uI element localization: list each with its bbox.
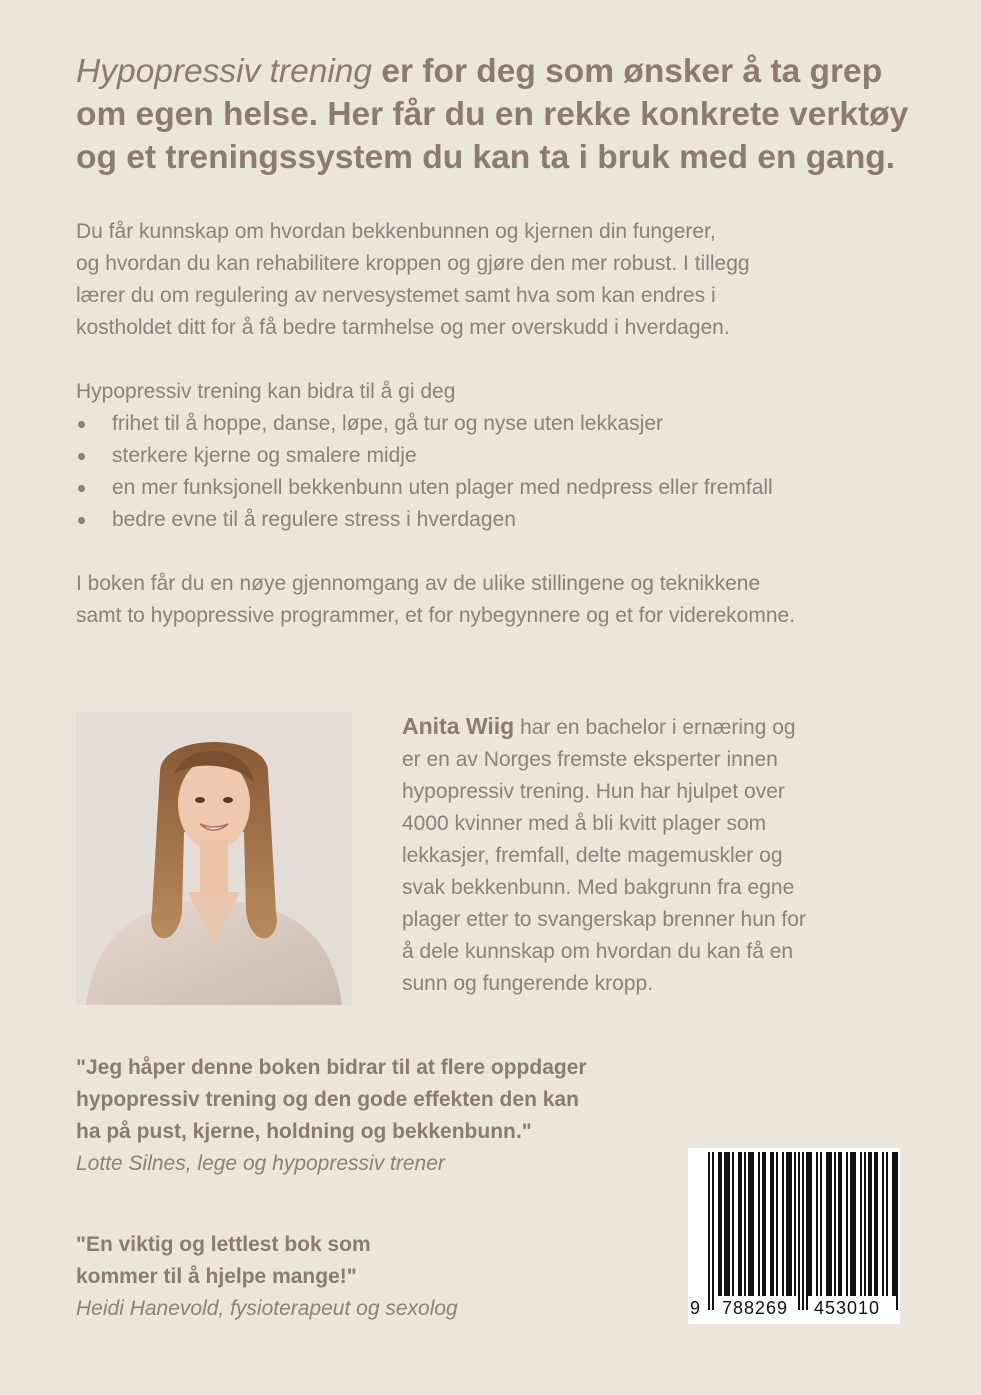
- barcode-bar: [776, 1152, 778, 1296]
- isbn-group-3: 453010: [814, 1298, 881, 1318]
- quote-text: [76, 1229, 458, 1293]
- quote-2: [76, 1229, 458, 1325]
- barcode-bar: [758, 1152, 760, 1296]
- intro-line: og hvordan du kan rehabilitere kroppen og gjøre den mer robust. I tillegg: [76, 252, 750, 275]
- book-line: samt to hypopressive programmer, et for nybegynnere og et for viderekomne.: [76, 604, 796, 627]
- benefit-item: en mer funksjonell bekkenbunn uten plager med nedpress eller fremfall: [76, 472, 773, 504]
- barcode-bar: [860, 1152, 862, 1296]
- quote-line: "Jeg håper denne boken bidrar til at flere oppdager: [76, 1056, 587, 1079]
- barcode-bar: [802, 1152, 804, 1310]
- bio-line: hypopressiv trening. Hun har hjulpet over: [402, 780, 785, 803]
- quote-attribution: Lotte Silnes, lege og hypopressiv trener: [76, 1152, 445, 1175]
- author-photo: [76, 712, 352, 1005]
- barcode-bar: [770, 1152, 772, 1296]
- barcode-bar: [868, 1152, 870, 1296]
- barcode-bar: [790, 1152, 792, 1296]
- intro-line: kostholdet ditt for å få bedre tarmhelse og mer overskudd i hverdagen.: [76, 316, 730, 339]
- book-paragraph: [76, 568, 936, 632]
- barcode-bar: [772, 1152, 774, 1296]
- barcode-bar: [882, 1152, 884, 1296]
- barcode-bar: [892, 1152, 894, 1296]
- barcode-bar: [886, 1152, 888, 1296]
- bio-line: sunn og fungerende kropp.: [402, 972, 654, 995]
- barcode-bar: [748, 1152, 750, 1296]
- bio-first-line: [402, 710, 902, 744]
- barcode-bar: [864, 1152, 866, 1296]
- quote-line: ha på pust, kjerne, holdning og bekkenbunn.": [76, 1120, 532, 1143]
- bio-line: plager etter to svangerskap brenner hun for: [402, 908, 806, 931]
- barcode-bar: [728, 1152, 730, 1296]
- barcode-bar: [750, 1152, 752, 1296]
- author-name: Anita Wiig: [402, 713, 515, 739]
- bio-line: 4000 kvinner med å bli kvitt plager som: [402, 812, 767, 835]
- barcode-bar: [810, 1152, 812, 1296]
- barcode-bar: [782, 1152, 784, 1296]
- bio-line: svak bekkenbunn. Med bakgrunn fra egne: [402, 876, 795, 899]
- book-line: I boken får du en nøye gjennomgang av de ulike stillingene og teknikkene: [76, 572, 761, 595]
- barcode-bar: [752, 1152, 754, 1296]
- barcode-bar: [828, 1152, 830, 1296]
- intro-line: Du får kunnskap om hvordan bekkenbunnen og kjernen din fungerer,: [76, 220, 716, 243]
- barcode-bar: [732, 1152, 734, 1296]
- barcode-bar: [820, 1152, 822, 1296]
- isbn-group-2: 788269: [722, 1298, 789, 1318]
- barcode-bar: [850, 1152, 852, 1296]
- barcode-bar: [740, 1152, 742, 1296]
- barcode-bar: [826, 1152, 828, 1296]
- barcode-bar: [816, 1152, 818, 1296]
- barcode-bar: [808, 1152, 810, 1296]
- barcode-bar: [838, 1152, 840, 1296]
- quote-attribution: Heidi Hanevold, fysioterapeut og sexolog: [76, 1297, 458, 1320]
- barcode-bar: [794, 1152, 796, 1296]
- isbn-number: [688, 1296, 900, 1322]
- barcode-bar: [786, 1152, 788, 1296]
- isbn-digit-1: 9: [690, 1298, 701, 1318]
- bio-line: er en av Norges fremste eksperter innen: [402, 748, 778, 771]
- barcode-bar: [830, 1152, 832, 1296]
- benefit-item: sterkere kjerne og smalere midje: [76, 440, 773, 472]
- barcode-bar: [788, 1152, 790, 1296]
- barcode-bar: [738, 1152, 740, 1296]
- headline: [76, 50, 936, 179]
- barcode-bar: [718, 1152, 720, 1296]
- bio-first-text: har en bachelor i ernæring og: [514, 716, 796, 739]
- barcode-bar: [870, 1152, 872, 1296]
- barcode-bar: [894, 1152, 896, 1296]
- quote-line: hypopressiv trening og den gode effekten den kan: [76, 1088, 579, 1111]
- barcode-bar: [854, 1152, 856, 1296]
- benefit-item: bedre evne til å regulere stress i hverdagen: [76, 504, 773, 536]
- intro-line: lærer du om regulering av nervesystemet samt hva som kan endres i: [76, 284, 716, 307]
- author-bio: [402, 710, 902, 1000]
- barcode-bar: [726, 1152, 728, 1296]
- isbn-barcode: [688, 1148, 900, 1324]
- quote-1: [76, 1052, 587, 1180]
- barcode-bar: [764, 1152, 766, 1296]
- barcode-bar: [834, 1152, 836, 1296]
- barcode-bar: [798, 1152, 800, 1310]
- intro-paragraph: [76, 216, 936, 344]
- barcode-bar: [744, 1152, 746, 1296]
- quote-line: "En viktig og lettlest bok som: [76, 1233, 371, 1256]
- quote-line: kommer til å hjelpe mange!": [76, 1265, 357, 1288]
- barcode-bar: [762, 1152, 764, 1296]
- bio-line: å dele kunnskap om hvordan du kan få en: [402, 940, 794, 963]
- barcode-bar: [874, 1152, 876, 1296]
- barcode-bar: [840, 1152, 842, 1296]
- barcode-bar: [720, 1152, 722, 1296]
- headline-rest: er for deg som ønsker å ta grep om egen helse. Her får du en rekke konkrete verktøy og et treningssystem du kan ta i bruk med en gang.: [76, 53, 909, 176]
- barcode-bar: [876, 1152, 878, 1296]
- barcode-bar: [846, 1152, 848, 1296]
- benefit-item: frihet til å hoppe, danse, løpe, gå tur og nyse uten lekkasjer: [76, 408, 773, 440]
- barcode-bar: [896, 1152, 898, 1310]
- benefits-lead: Hypopressiv trening kan bidra til å gi deg: [76, 380, 456, 403]
- bio-line: lekkasjer, fremfall, delte magemuskler og: [402, 844, 783, 867]
- barcode-bar: [708, 1152, 710, 1310]
- barcode-bar: [712, 1152, 714, 1310]
- barcode-bar: [852, 1152, 854, 1296]
- benefits-list: [76, 408, 773, 536]
- barcode-bar: [806, 1152, 808, 1310]
- quote-text: [76, 1052, 587, 1148]
- headline-italic: Hypopressiv trening: [76, 53, 373, 90]
- barcode-bar: [724, 1152, 726, 1296]
